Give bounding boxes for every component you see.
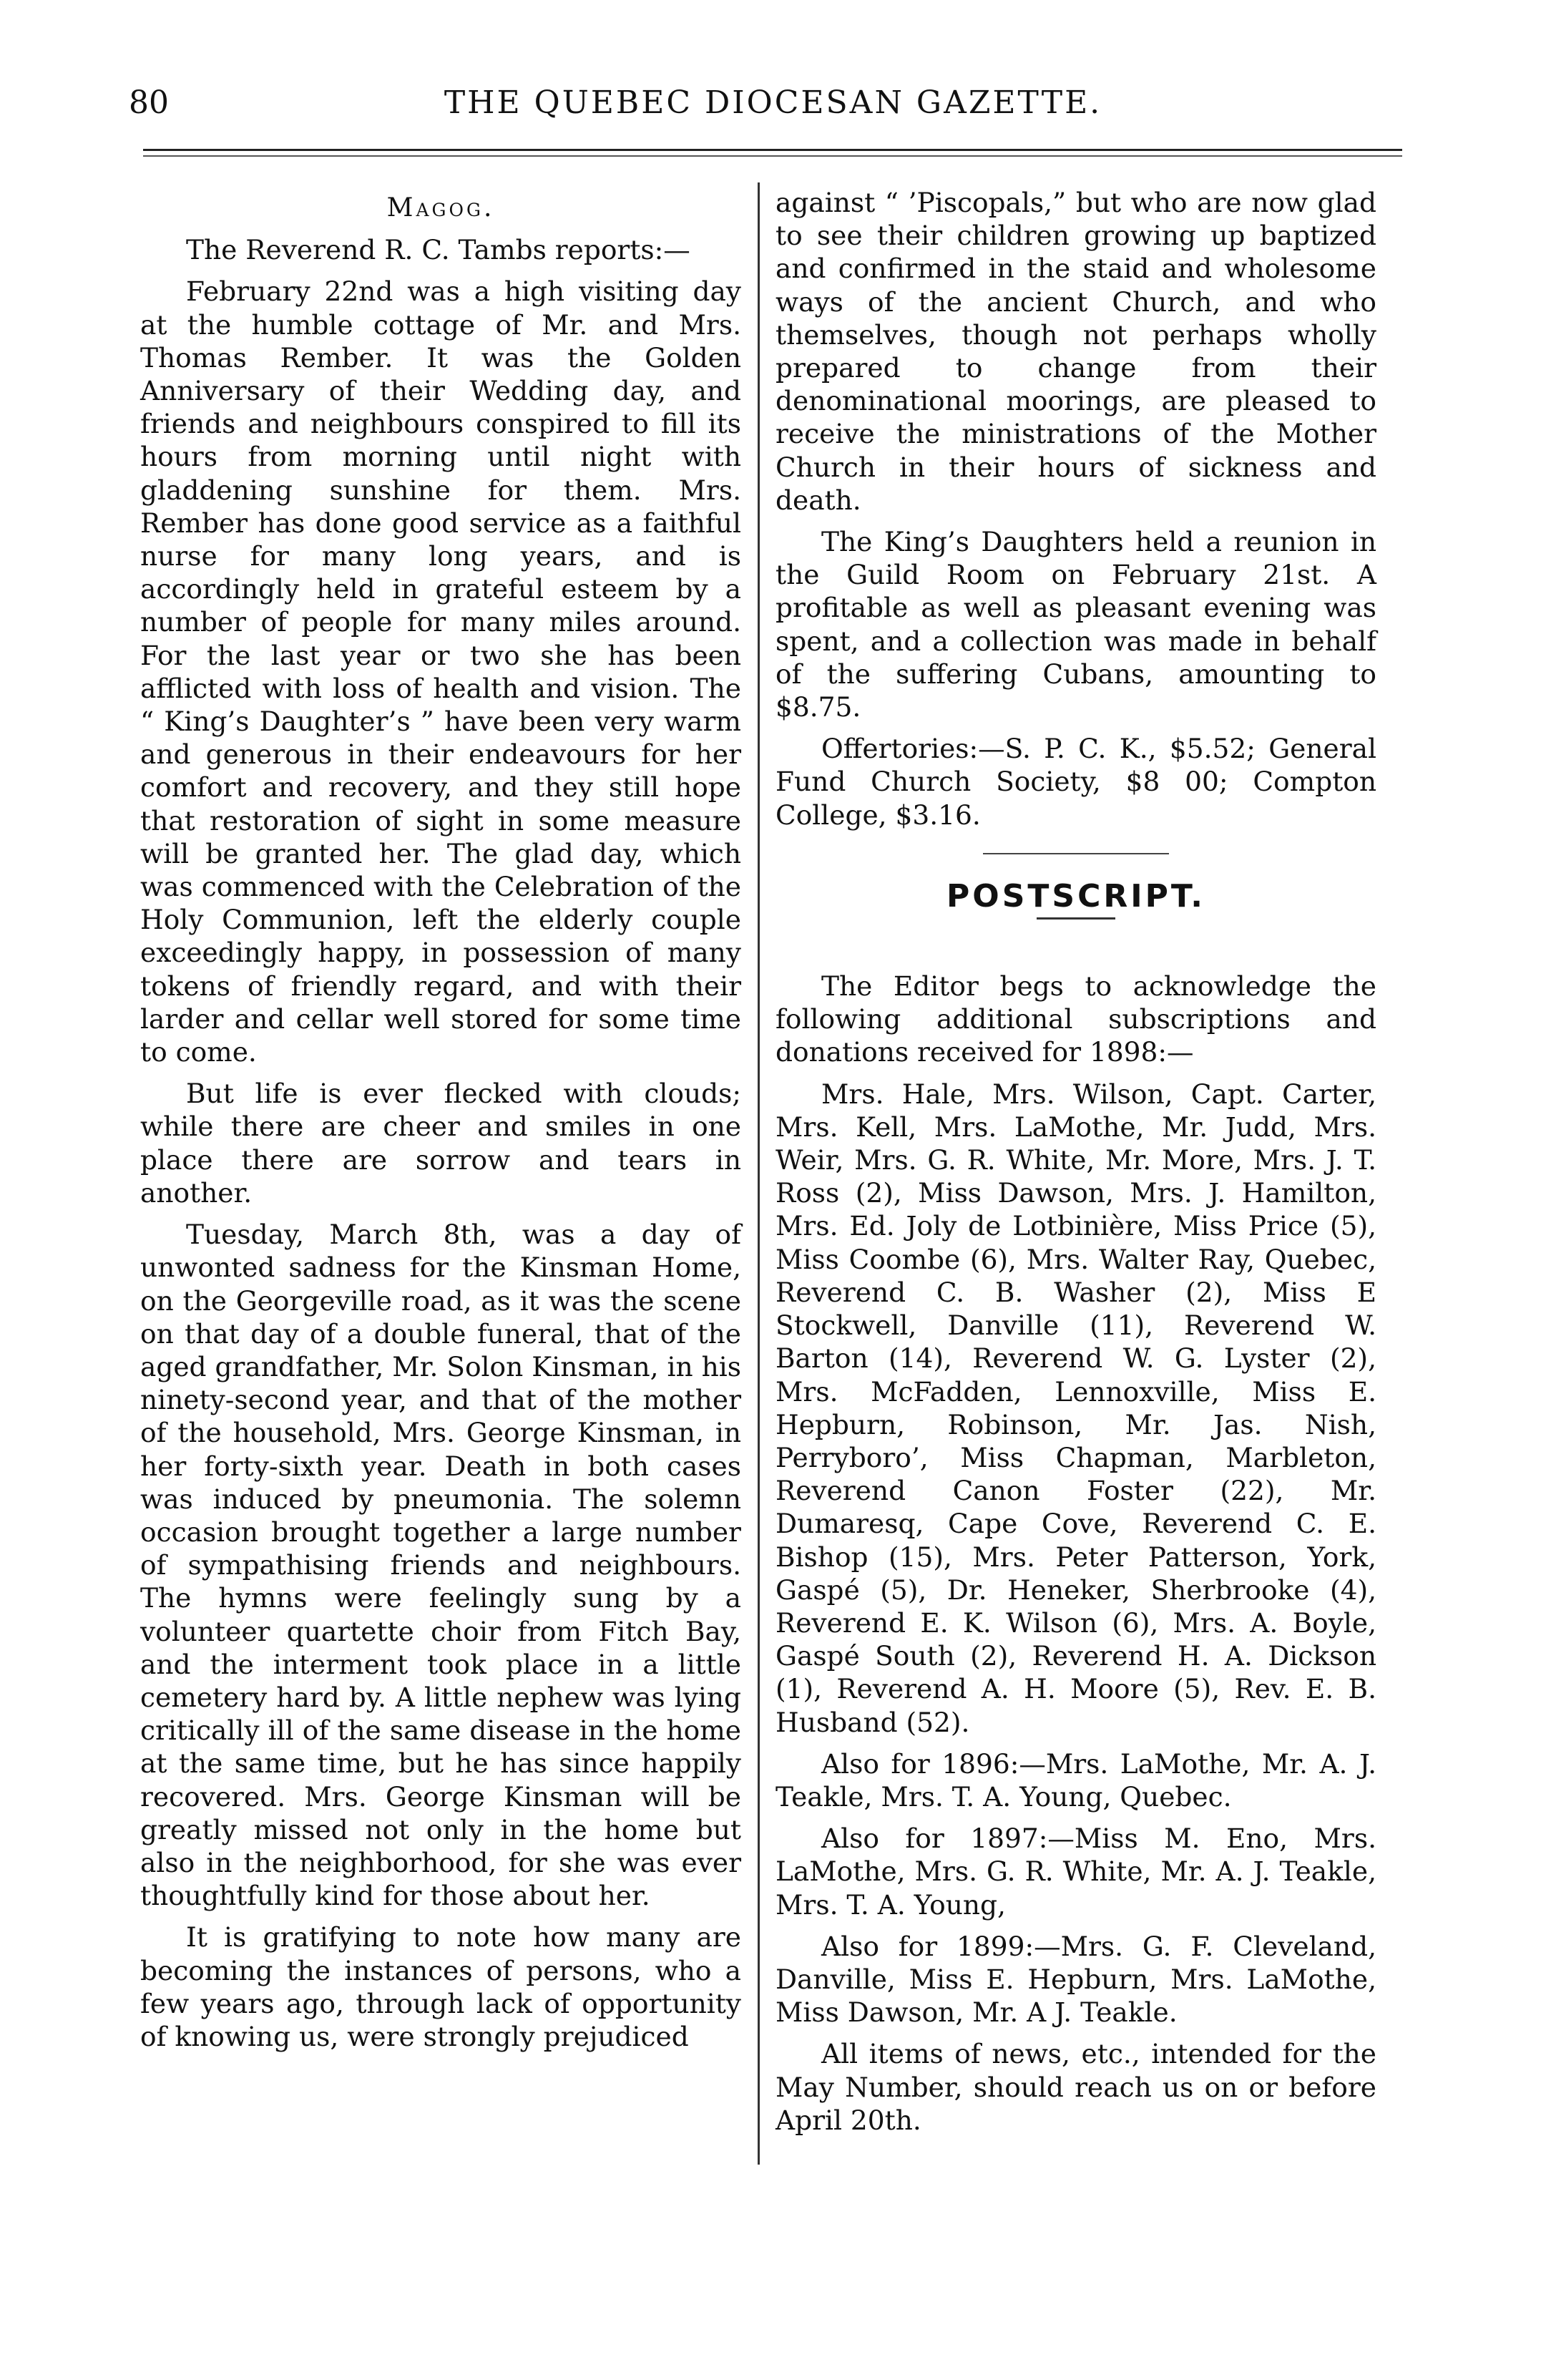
- running-title: THE QUEBEC DIOCESAN GAZETTE.: [444, 84, 1102, 121]
- paragraph-also-1896: Also for 1896:—Mrs. LaMothe, Mr. A. J. Teakle, Mrs. T. A. Young, Quebec.: [776, 1747, 1376, 1813]
- right-column: [776, 186, 1376, 2145]
- section-heading-magog: Magog.: [386, 193, 495, 223]
- paragraph-kings-daughters: The King’s Daughters held a reunion in the Guild Room on February 21st. A profitable as well as pleasant evening was spent, and a collection was made in behalf of the suffering Cubans, amounting to $8.75.: [776, 526, 1376, 723]
- postscript-heading: POSTSCRIPT.: [946, 877, 1205, 915]
- paragraph-golden-anniversary: February 22nd was a high visiting day at the humble cottage of Mr. and Mrs. Thomas Rember. It was the Golden Anniversary of their Wedding day, and friends and neighbours conspired to fill its hours from morning until night with gladdening sunshine for them. Mrs. Rember has done good service as a faithful nurse for many long years, and is accordingly held in grateful esteem by a number of people for many miles around. For the last year or two she has been afflicted with loss of health and vision. The “ King’s Daughter’s ” have been very warm and generous in their endeavours for her comfort and recovery, and they still hope that restoration of sight in some measure will be granted her. The glad day, which was commenced with the Celebration of the Holy Communion, left the elderly couple exceedingly happy, in possession of many tokens of friendly regard, and with their larder and cellar well stored for some time to come.: [140, 275, 741, 1068]
- paragraph-offertories: Offertories:—S. P. C. K., $5.52; General Fund Church Society, $8 00; Compton College, $3.16.: [776, 733, 1376, 831]
- paragraph-funeral: Tuesday, March 8th, was a day of unwonted sadness for the Kinsman Home, on the Georgeville road, as it was the scene on that day of a double funeral, that of the aged grandfather, Mr. Solon Kinsman, in his ninety-second year, and that of the mother of the household, Mrs. George Kinsman, in her forty-sixth year. Death in both cases was induced by pneumonia. The solemn occasion brought together a large number of sympathising friends and neighbours. The hymns were feelingly sung by a volunteer quartette choir from Fitch Bay, and the interment took place in a little cemetery hard by. A little nephew was lying critically ill of the same disease in the home at the same time, but he has since happily recovered. Mrs. George Kinsman will be greatly missed not only in the home but also in the neighborhood, for she was ever thoughtfully kind for those about her.: [140, 1219, 741, 1912]
- section-separator: [983, 853, 1169, 854]
- left-column: [140, 186, 741, 2062]
- paragraph-piscopals: against “ ’Piscopals,” but who are now glad to see their children growing up baptized and confirmed in the staid and wholesome ways of the ancient Church, and who themselves, though not perhaps wholly prepared to change from their denominational moorings, are pleased to receive the ministrations of the Mother Church in their hours of sickness and death.: [776, 187, 1376, 516]
- postscript-underline: [1037, 917, 1115, 920]
- page-header: [0, 0, 1546, 165]
- paragraph-news-deadline: All items of news, etc., intended for the May Number, should reach us on or before April 20th.: [776, 2038, 1376, 2136]
- column-divider: [758, 182, 760, 2165]
- paragraph-editor-acknowledges: The Editor begs to acknowledge the following additional subscriptions and donations received for 1898:—: [776, 970, 1376, 1068]
- page-number: 80: [129, 84, 169, 121]
- report-intro: The Reverend R. C. Tambs reports:—: [186, 234, 690, 266]
- paragraph-also-1897: Also for 1897:—Miss M. Eno, Mrs. LaMothe, Mrs. G. R. White, Mr. A. J. Teakle, Mrs. T. A. Young,: [776, 1823, 1376, 1921]
- paragraph-clouds: But life is ever flecked with clouds; while there are cheer and smiles in one place there are sorrow and tears in another.: [140, 1078, 741, 1209]
- header-rule: [143, 149, 1402, 157]
- paragraph-subscribers-1898: Mrs. Hale, Mrs. Wilson, Capt. Carter, Mrs. Kell, Mrs. LaMothe, Mr. Judd, Mrs. Weir, Mrs. G. R. White, Mr. More, Mrs. J. T. Ross (2), Miss Dawson, Mrs. J. Hamilton, Mrs. Ed. Joly de Lotbinière, Miss Price (5), Miss Coombe (6), Mrs. Walter Ray, Quebec, Reverend C. B. Washer (2), Miss E Stockwell, Danville (11), Reverend W. Barton (14), Reverend W. G. Lyster (2), Mrs. McFadden, Lennoxville, Miss E. Hepburn, Robinson, Mr. Jas. Nish, Perryboro’, Miss Chapman, Marbleton, Reverend Canon Foster (22), Mr. Dumaresq, Cape Cove, Reverend C. E. Bishop (15), Mrs. Peter Patterson, York, Gaspé (5), Dr. Heneker, Sherbrooke (4), Reverend E. K. Wilson (6), Mrs. A. Boyle, Gaspé South (2), Reverend H. A. Dickson (1), Reverend A. H. Moore (5), Rev. E. B. Husband (52).: [776, 1078, 1376, 1738]
- paragraph-also-1899: Also for 1899:—Mrs. G. F. Cleveland, Danville, Miss E. Hepburn, Mrs. LaMothe, Miss Dawson, Mr. A J. Teakle.: [776, 1930, 1376, 2029]
- paragraph-gratifying: It is gratifying to note how many are becoming the instances of persons, who a few years ago, through lack of opportunity of knowing us, were strongly prejudiced: [140, 1921, 741, 2052]
